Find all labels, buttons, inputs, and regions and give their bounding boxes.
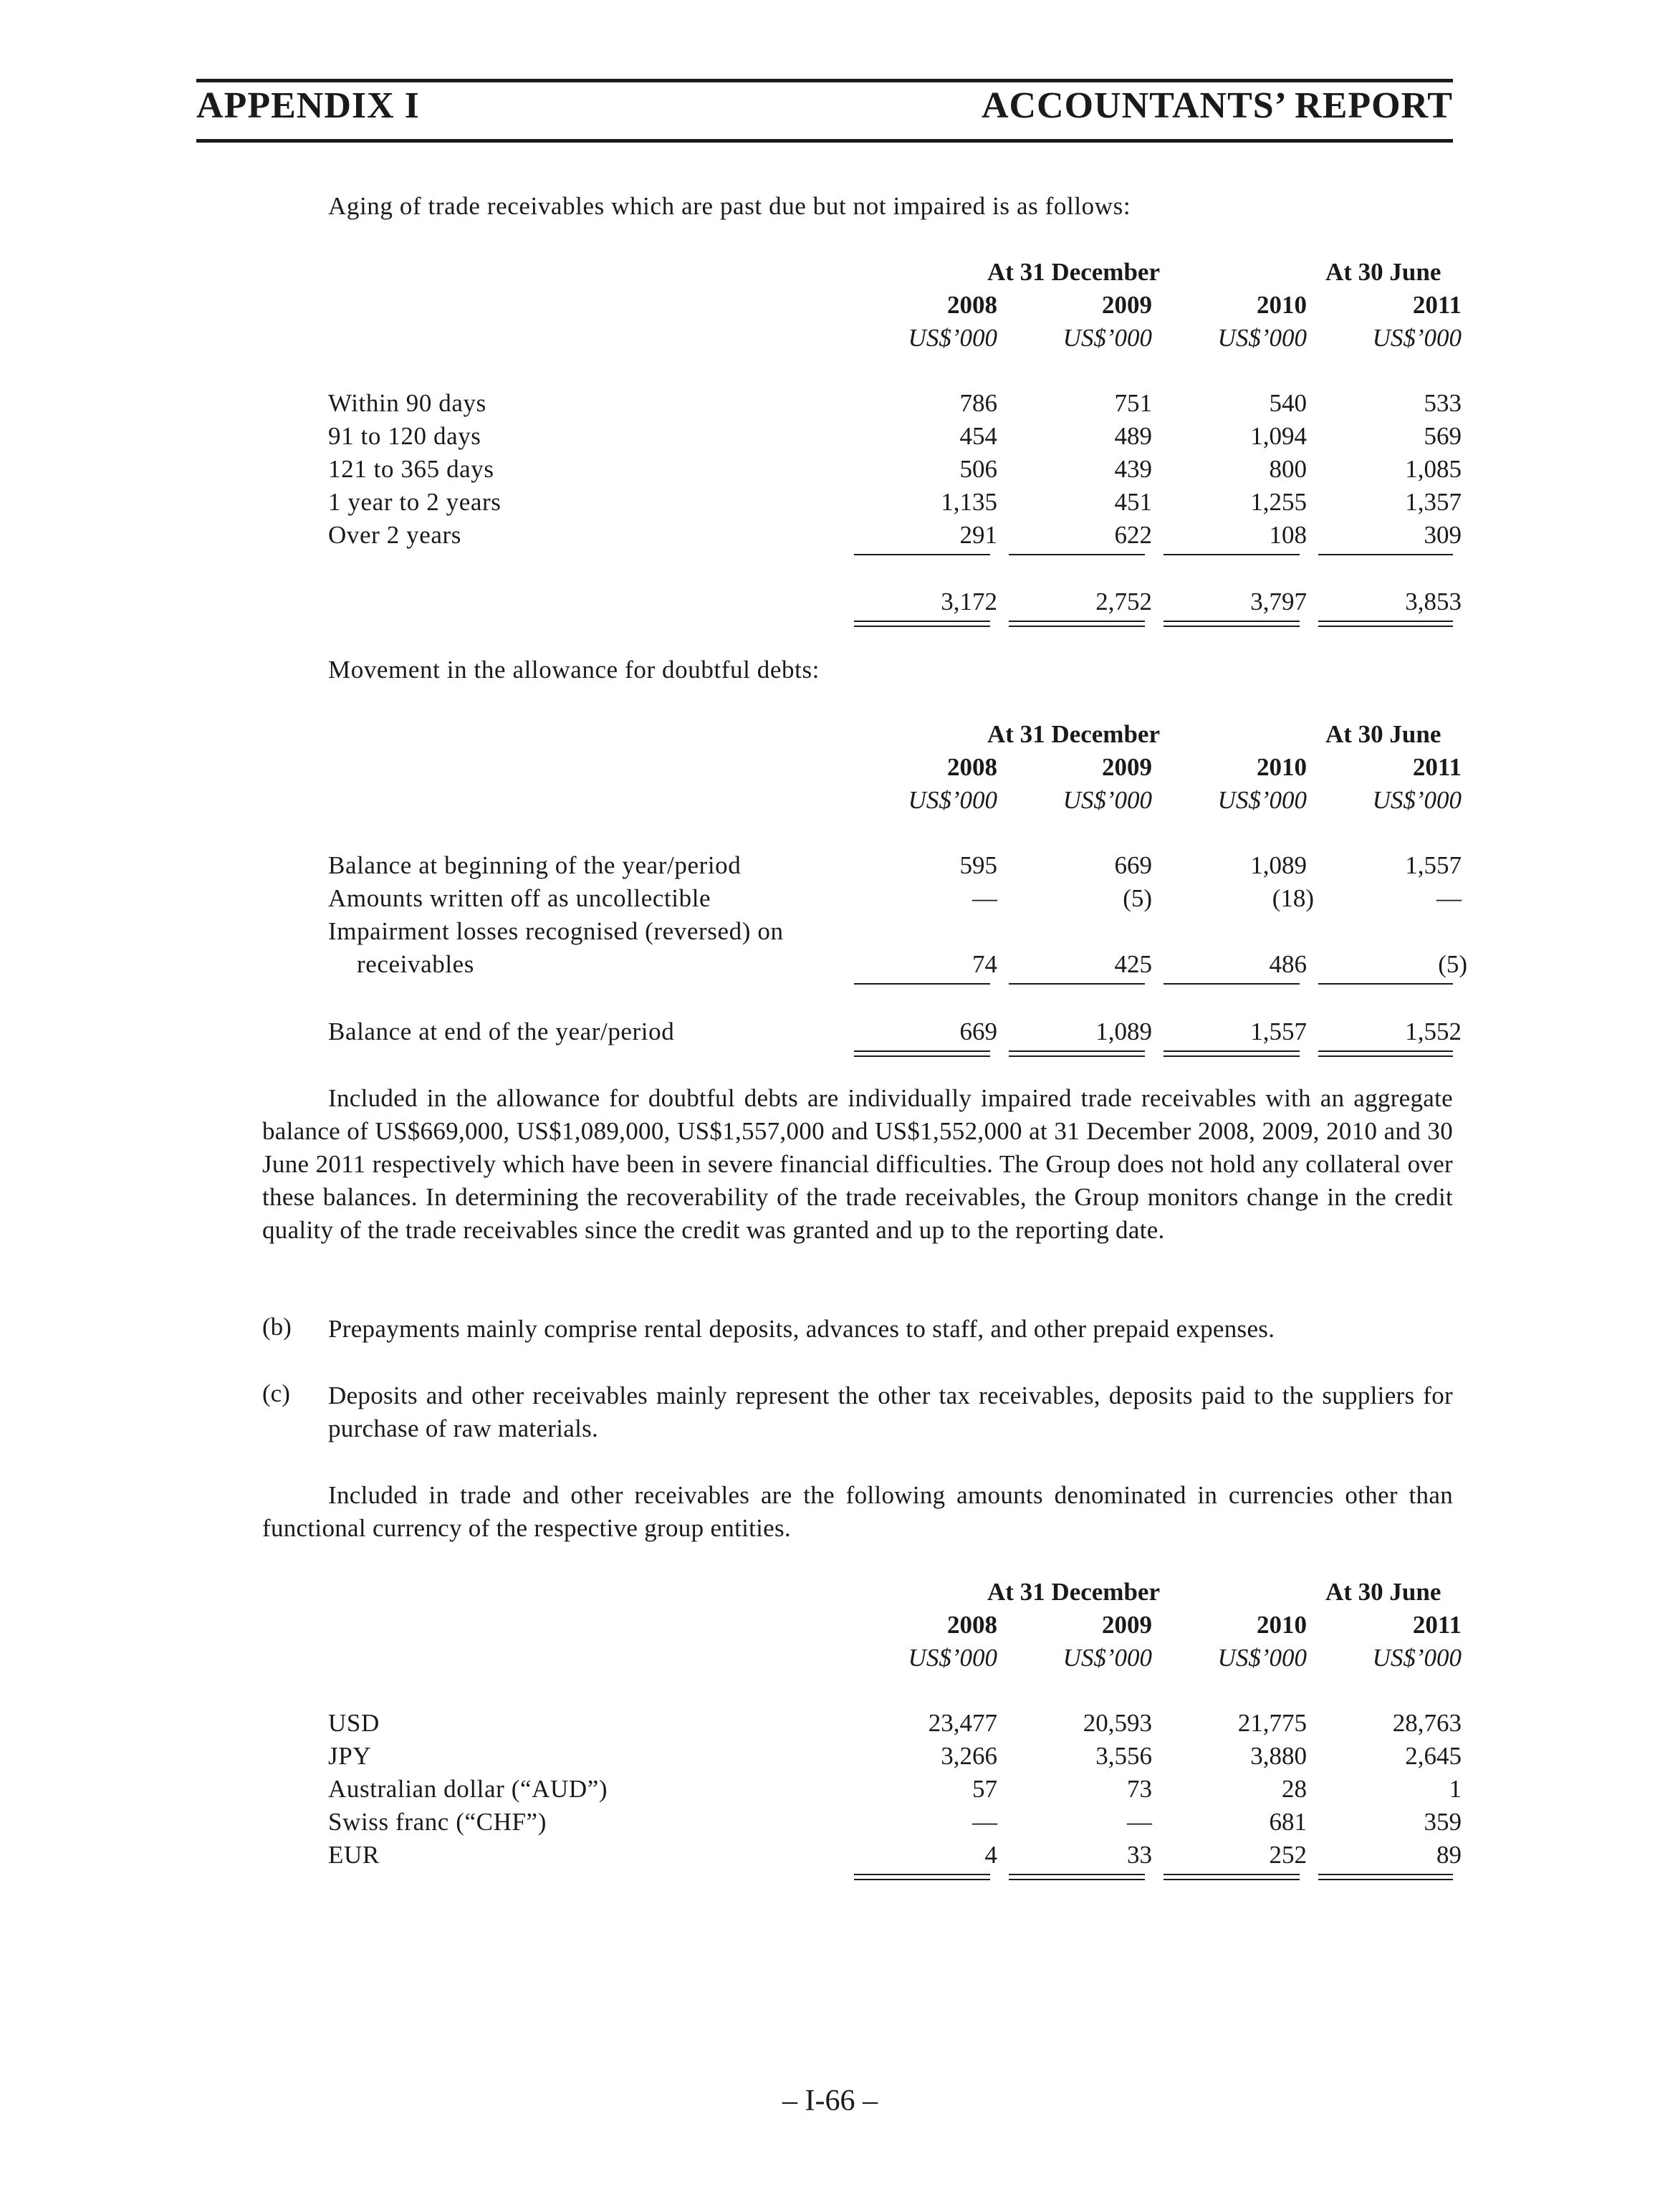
row-label: 1 year to 2 years — [328, 488, 502, 516]
currency-year-2009: 2009 — [1102, 1611, 1152, 1639]
list-marker-c: (c) — [262, 1379, 290, 1407]
table-row — [0, 1709, 1660, 1742]
total-value: 669 — [959, 1018, 997, 1045]
cell-value: 681 — [1269, 1808, 1307, 1836]
currency-unit: US$’000 — [1372, 1644, 1462, 1672]
allowance-group-december: At 31 December — [987, 720, 1161, 748]
total-double-rule — [1318, 1874, 1453, 1880]
cell-value: 800 — [1269, 455, 1307, 483]
subtotal-rule — [1009, 554, 1145, 555]
cell-value: 74 — [972, 950, 997, 978]
total-double-rule — [1318, 621, 1453, 627]
cell-value: (5) — [1123, 884, 1152, 912]
total-double-rule — [1009, 1874, 1145, 1880]
table-row — [0, 1775, 1660, 1808]
cell-value: — — [1127, 1808, 1152, 1836]
row-label: JPY — [328, 1742, 372, 1770]
cell-value: 506 — [959, 455, 997, 483]
cell-value: 786 — [959, 389, 997, 417]
table-row — [0, 389, 1660, 422]
list-item-c: Deposits and other receivables mainly represent the other tax receivables, deposits paid to the suppliers for purchase of raw materials. — [328, 1382, 1453, 1442]
currency-year-2011: 2011 — [1412, 1611, 1462, 1639]
row-label: 91 to 120 days — [328, 422, 481, 450]
row-label: Within 90 days — [328, 389, 486, 417]
cell-value: 1,094 — [1250, 422, 1307, 450]
total-row — [0, 588, 1660, 621]
cell-value: 2,645 — [1405, 1742, 1462, 1770]
row-label-continued: receivables — [357, 950, 474, 978]
cell-value: 569 — [1424, 422, 1462, 450]
cell-value: 1,135 — [941, 488, 997, 516]
cell-value: 540 — [1269, 389, 1307, 417]
cell-value: 309 — [1424, 521, 1462, 549]
table-row — [0, 851, 1660, 884]
total-double-rule — [1009, 621, 1145, 627]
table-row — [0, 917, 1660, 950]
subtotal-rule — [1318, 554, 1453, 555]
allowance-unit: US$’000 — [1217, 786, 1307, 814]
aging-unit: US$’000 — [908, 324, 997, 352]
cell-value: 751 — [1114, 389, 1152, 417]
cell-value: 1,089 — [1250, 851, 1307, 879]
row-label: Balance at beginning of the year/period — [328, 851, 742, 879]
cell-value: 28 — [1282, 1775, 1307, 1803]
cell-value: 359 — [1424, 1808, 1462, 1836]
aging-year-2011: 2011 — [1412, 291, 1462, 319]
cell-value: 252 — [1269, 1841, 1307, 1869]
cell-value: 33 — [1127, 1841, 1152, 1869]
aging-unit: US$’000 — [1062, 324, 1152, 352]
currency-year-2008: 2008 — [947, 1611, 997, 1639]
row-label: USD — [328, 1709, 380, 1737]
header-rule-bottom — [196, 139, 1453, 143]
cell-value: 57 — [972, 1775, 997, 1803]
allowance-paragraph — [262, 1082, 1453, 1247]
allowance-group-june: At 30 June — [1325, 720, 1441, 748]
cell-value: — — [972, 884, 997, 912]
subtotal-rule — [854, 983, 990, 985]
cell-value: 669 — [1114, 851, 1152, 879]
cell-value: 595 — [959, 851, 997, 879]
currency-group-december: At 31 December — [987, 1578, 1161, 1606]
cell-value: 108 — [1269, 521, 1307, 549]
table-row — [0, 422, 1660, 455]
cell-value: 1,085 — [1405, 455, 1462, 483]
allowance-year-2011: 2011 — [1412, 753, 1462, 781]
total-double-rule — [854, 1050, 990, 1057]
cell-value: 20,593 — [1083, 1709, 1152, 1737]
cell-value: 73 — [1127, 1775, 1152, 1803]
allowance-unit: US$’000 — [1062, 786, 1152, 814]
total-double-rule — [1164, 1874, 1300, 1880]
currency-paragraph — [262, 1479, 1453, 1545]
subtotal-rule — [1164, 554, 1300, 555]
aging-group-june: At 30 June — [1325, 258, 1441, 286]
cell-value: 28,763 — [1392, 1709, 1462, 1737]
cell-value: 533 — [1424, 389, 1462, 417]
total-value: 1,557 — [1250, 1018, 1307, 1045]
row-label: Impairment losses recognised (reversed) on — [328, 917, 784, 945]
cell-value: 23,477 — [928, 1709, 997, 1737]
page-number: – I-66 – — [782, 2084, 878, 2117]
cell-value: 89 — [1436, 1841, 1462, 1869]
aging-year-2008: 2008 — [947, 291, 997, 319]
aging-group-december: At 31 December — [987, 258, 1161, 286]
row-label: Amounts written off as uncollectible — [328, 884, 711, 912]
cell-value: 622 — [1114, 521, 1152, 549]
allowance-unit: US$’000 — [908, 786, 997, 814]
total-double-rule — [1164, 1050, 1300, 1057]
table-row — [0, 455, 1660, 488]
cell-value: 489 — [1114, 422, 1152, 450]
cell-value: (5) — [1438, 950, 1467, 978]
cell-value: 21,775 — [1237, 1709, 1307, 1737]
subtotal-rule — [854, 554, 990, 555]
allowance-year-2010: 2010 — [1257, 753, 1307, 781]
currency-unit: US$’000 — [908, 1644, 997, 1672]
allowance-intro: Movement in the allowance for doubtful debts: — [328, 656, 820, 684]
total-double-rule — [1164, 621, 1300, 627]
total-row — [0, 1018, 1660, 1050]
subtotal-rule — [1164, 983, 1300, 985]
allowance-year-2008: 2008 — [947, 753, 997, 781]
list-item-b: Prepayments mainly comprise rental deposits, advances to staff, and other prepaid expenses. — [328, 1315, 1275, 1343]
cell-value: 425 — [1114, 950, 1152, 978]
row-label: Swiss franc (“CHF”) — [328, 1808, 547, 1836]
cell-value: 454 — [959, 422, 997, 450]
subtotal-rule — [1318, 983, 1453, 985]
cell-value: 486 — [1269, 950, 1307, 978]
aging-year-2010: 2010 — [1257, 291, 1307, 319]
allowance-year-2009: 2009 — [1102, 753, 1152, 781]
currency-unit: US$’000 — [1217, 1644, 1307, 1672]
header-rule-top — [196, 79, 1453, 82]
cell-value: 4 — [984, 1841, 997, 1869]
currency-paragraph-text: Included in trade and other receivables are the following amounts denominated in currencies other than functional currency of the respective group entities. — [262, 1481, 1453, 1542]
cell-value: 291 — [959, 521, 997, 549]
currency-unit: US$’000 — [1062, 1644, 1152, 1672]
table-row — [0, 1808, 1660, 1841]
list-marker-b: (b) — [262, 1313, 292, 1341]
row-label: Over 2 years — [328, 521, 462, 549]
cell-value: 1,255 — [1250, 488, 1307, 516]
total-value: 3,853 — [1405, 588, 1462, 616]
cell-value: 1,357 — [1405, 488, 1462, 516]
row-label: EUR — [328, 1841, 380, 1869]
header-appendix-title: APPENDIX I — [196, 85, 420, 126]
currency-year-2010: 2010 — [1257, 1611, 1307, 1639]
table-row — [0, 1742, 1660, 1775]
total-double-rule — [1318, 1050, 1453, 1057]
cell-value: — — [1436, 884, 1462, 912]
table-row — [0, 1841, 1660, 1874]
aging-year-2009: 2009 — [1102, 291, 1152, 319]
table-row — [0, 521, 1660, 554]
total-value: 2,752 — [1095, 588, 1152, 616]
cell-value: 1 — [1449, 1775, 1462, 1803]
subtotal-rule — [1009, 983, 1145, 985]
total-double-rule — [1009, 1050, 1145, 1057]
total-value: 1,089 — [1095, 1018, 1152, 1045]
cell-value: 1,557 — [1405, 851, 1462, 879]
row-label: Australian dollar (“AUD”) — [328, 1775, 608, 1803]
allowance-unit: US$’000 — [1372, 786, 1462, 814]
cell-value: — — [972, 1808, 997, 1836]
total-value: 1,552 — [1405, 1018, 1462, 1045]
table-row — [0, 884, 1660, 917]
cell-value: 439 — [1114, 455, 1152, 483]
header-report-title: ACCOUNTANTS’ REPORT — [981, 85, 1453, 126]
aging-unit: US$’000 — [1217, 324, 1307, 352]
table-row — [0, 488, 1660, 521]
total-value: 3,172 — [941, 588, 997, 616]
total-double-rule — [854, 1874, 990, 1880]
cell-value: 3,266 — [941, 1742, 997, 1770]
cell-value: (18) — [1272, 884, 1314, 912]
cell-value: 3,880 — [1250, 1742, 1307, 1770]
currency-group-june: At 30 June — [1325, 1578, 1441, 1606]
total-value: 3,797 — [1250, 588, 1307, 616]
aging-unit: US$’000 — [1372, 324, 1462, 352]
total-double-rule — [854, 621, 990, 627]
aging-intro: Aging of trade receivables which are past due but not impaired is as follows: — [328, 192, 1131, 220]
allowance-paragraph-text: Included in the allowance for doubtful debts are individually impaired trade receivables with an aggregate balance of US$669,000, US$1,089,000, US$1,557,000 and US$1,552,000 at 31 December 2008, 2009, 2010 and 30 June 2011 respectively which have been in severe financial difficulties. The Group does not hold any collateral over these balances. In determining the recoverability of the trade receivables, the Group monitors change in the credit quality of the trade receivables since the credit was granted and up to the reporting date. — [262, 1084, 1453, 1244]
cell-value: 451 — [1114, 488, 1152, 516]
table-row — [0, 950, 1660, 983]
row-label: 121 to 365 days — [328, 455, 494, 483]
row-label: Balance at end of the year/period — [328, 1018, 675, 1045]
cell-value: 3,556 — [1095, 1742, 1152, 1770]
